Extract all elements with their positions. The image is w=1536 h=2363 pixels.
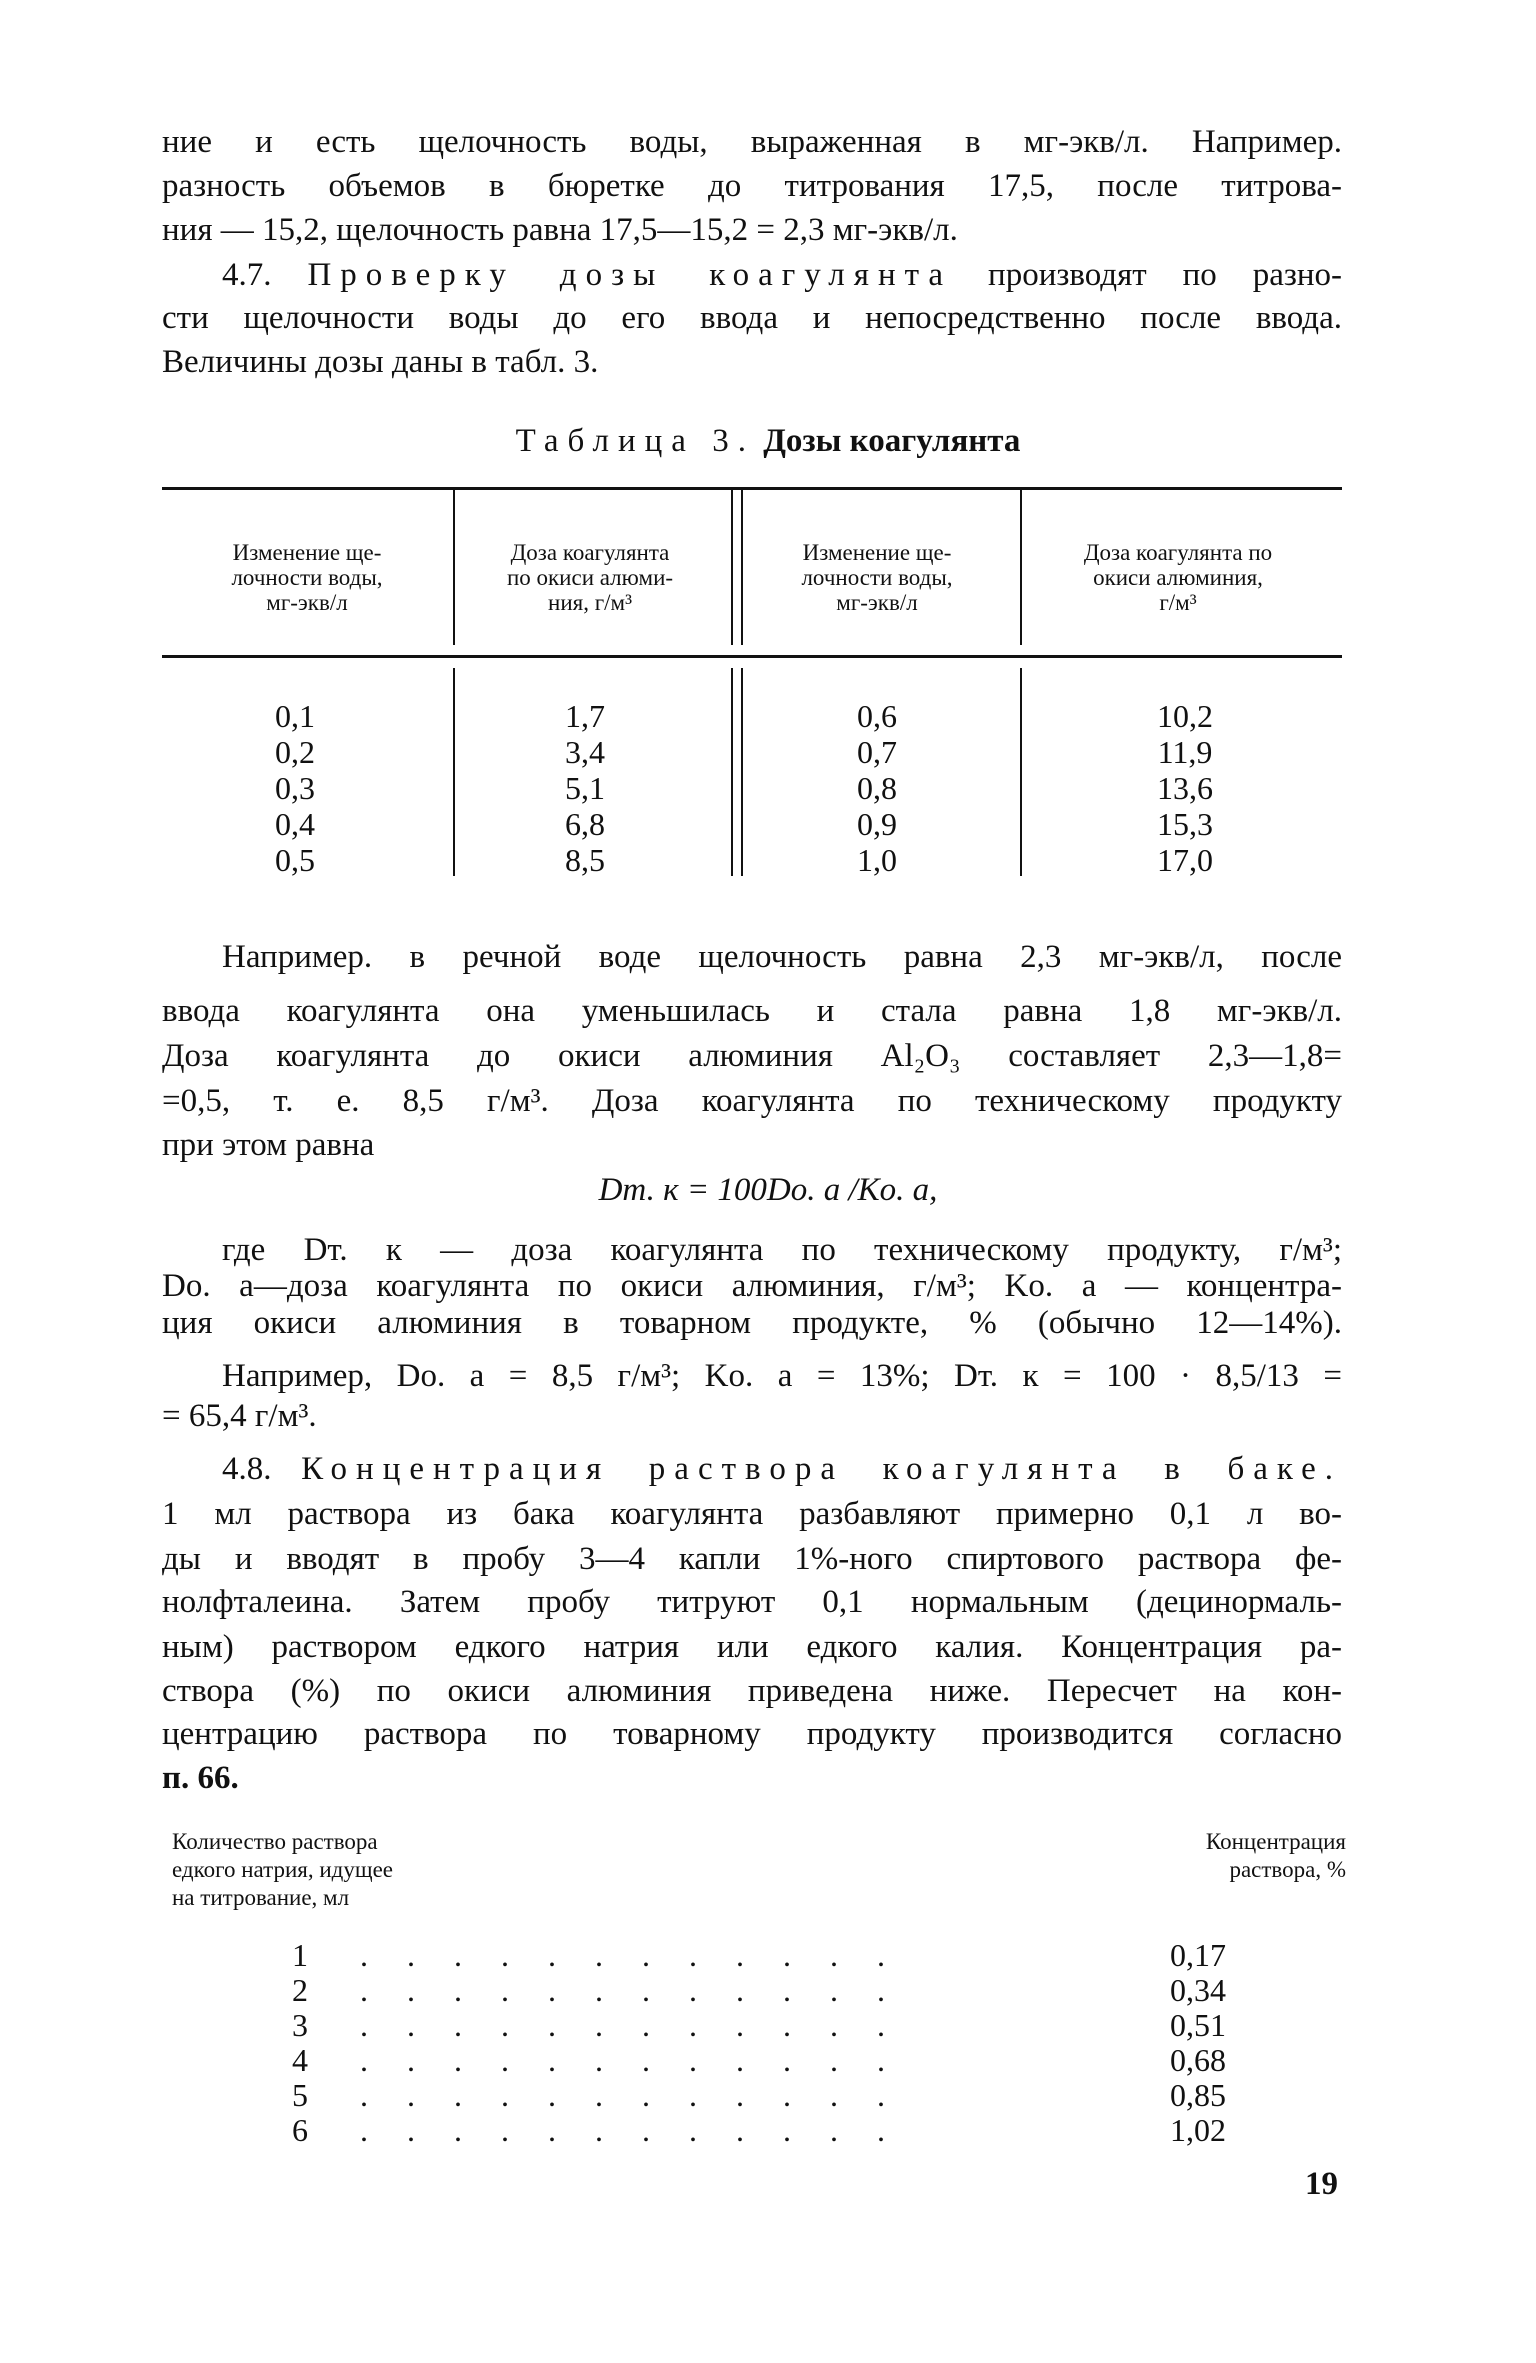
conc-row: 1 ............ 0,17 xyxy=(292,1937,1226,1973)
table-header-cell: Изменение ще- лочности воды, мг-экв/л xyxy=(801,540,953,615)
column-divider xyxy=(453,490,455,645)
section-4-7-heading-line xyxy=(162,253,1342,297)
table-column: 10,2 11,9 13,6 15,3 17,0 xyxy=(1157,698,1213,878)
column-divider xyxy=(1020,668,1022,876)
conc-right-header: Концентрация раствора, % xyxy=(1205,1829,1346,1882)
table-column: 0,1 0,2 0,3 0,4 0,5 xyxy=(275,698,315,878)
table-header-cell: Изменение ще- лочности воды, мг-экв/л xyxy=(231,540,383,615)
text: производят по разно- xyxy=(988,257,1343,293)
text-line: разность объемов в бюретке до титрования 17,5, после титрова- xyxy=(162,168,1342,204)
text-line: центрацию раствора по товарному продукту производится согласно xyxy=(162,1716,1342,1752)
text-line: ввода коагулянта она уменьшилась и стала равна 1,8 мг-экв/л. xyxy=(162,993,1342,1029)
text-line: = 65,4 г/м³. xyxy=(162,1398,317,1434)
text-line: ния — 15,2, щелочность равна 17,5—15,2 = 2,3 мг-экв/л. xyxy=(162,212,958,248)
text-line: при этом равна xyxy=(162,1127,375,1163)
section-number: 4.7. xyxy=(222,257,272,293)
table-column: 0,6 0,7 0,8 0,9 1,0 xyxy=(857,698,897,878)
table-header-rule xyxy=(162,655,1342,658)
text-line: сти щелочности воды до его ввода и непосредственно после ввода. xyxy=(162,300,1342,336)
section-heading: Концентрация раствора коагулянта в баке. xyxy=(301,1451,1342,1487)
conc-left-header: Количество раствора едкого натрия, идущее на титрование, мл xyxy=(172,1829,394,1910)
conc-row: 5 ............ 0,85 xyxy=(292,2077,1226,2113)
column-divider xyxy=(741,490,743,645)
text-line: Dо. а—доза коагулянта по окиси алюминия, г/м³; Kо. а — концентра- xyxy=(162,1268,1342,1304)
formula: Dт. к = 100Dо. а /Kо. а, xyxy=(598,1172,938,1208)
text-line: ние и есть щелочность воды, выраженная в мг-экв/л. Например. xyxy=(162,124,1342,160)
section-heading: Проверку дозы коагулянта xyxy=(307,257,953,293)
text-line: нолфталеина. Затем пробу титруют 0,1 нормальным (децинормаль- xyxy=(162,1584,1342,1620)
page-number: 19 xyxy=(1305,2166,1338,2202)
text-line: ция окиси алюминия в товарном продукте, % (обычно 12—14%). xyxy=(162,1305,1342,1341)
conc-row: 2 ............ 0,34 xyxy=(292,1972,1226,2008)
column-divider xyxy=(731,490,733,645)
table-header-cell: Доза коагулянта по окиси алюми- ния, г/м³ xyxy=(506,540,674,615)
text-line: Например. в речной воде щелочность равна 2,3 мг-экв/л, после xyxy=(222,939,1342,975)
text-line: Величины дозы даны в табл. 3. xyxy=(162,344,599,380)
conc-row: 3 ............ 0,51 xyxy=(292,2007,1226,2043)
section-4-8-heading-line xyxy=(162,1447,1342,1491)
column-divider xyxy=(741,668,743,876)
column-divider xyxy=(731,668,733,876)
text-line: =0,5, т. е. 8,5 г/м³. Доза коагулянта по техническому продукту xyxy=(162,1083,1342,1119)
table-caption-title: Дозы коагулянта xyxy=(763,423,1021,459)
table-header-cell: Доза коагулянта по окиси алюминия, г/м³ xyxy=(1083,540,1273,615)
text-line: Например, Dо. а = 8,5 г/м³; Kо. а = 13%; Dт. к = 100 · 8,5/13 = xyxy=(222,1358,1342,1394)
table-top-rule xyxy=(162,487,1342,490)
text-line: п. 66. xyxy=(162,1760,239,1796)
table-caption-prefix: Таблица 3. xyxy=(515,423,755,459)
section-number: 4.8. xyxy=(222,1451,272,1487)
table-caption xyxy=(0,419,1536,463)
text-line: створа (%) по окиси алюминия приведена ниже. Пересчет на кон- xyxy=(162,1673,1342,1709)
conc-row: 4 ............ 0,68 xyxy=(292,2042,1226,2078)
conc-row: 6 ............ 1,02 xyxy=(292,2112,1226,2148)
text-line: ды и вводят в пробу 3—4 капли 1%-ного спиртового раствора фе- xyxy=(162,1541,1342,1577)
text-line: Доза коагулянта до окиси алюминия Al₂O₃ составляет 2,3—1,8= xyxy=(162,1038,1342,1074)
column-divider xyxy=(453,668,455,876)
text-line: где Dт. к — доза коагулянта по техническому продукту, г/м³; xyxy=(222,1232,1342,1268)
column-divider xyxy=(1020,490,1022,645)
text-line: ным) раствором едкого натрия или едкого калия. Концентрация ра- xyxy=(162,1629,1342,1665)
table-column: 1,7 3,4 5,1 6,8 8,5 xyxy=(565,698,605,878)
text-line: 1 мл раствора из бака коагулянта разбавляют примерно 0,1 л во- xyxy=(162,1496,1342,1532)
